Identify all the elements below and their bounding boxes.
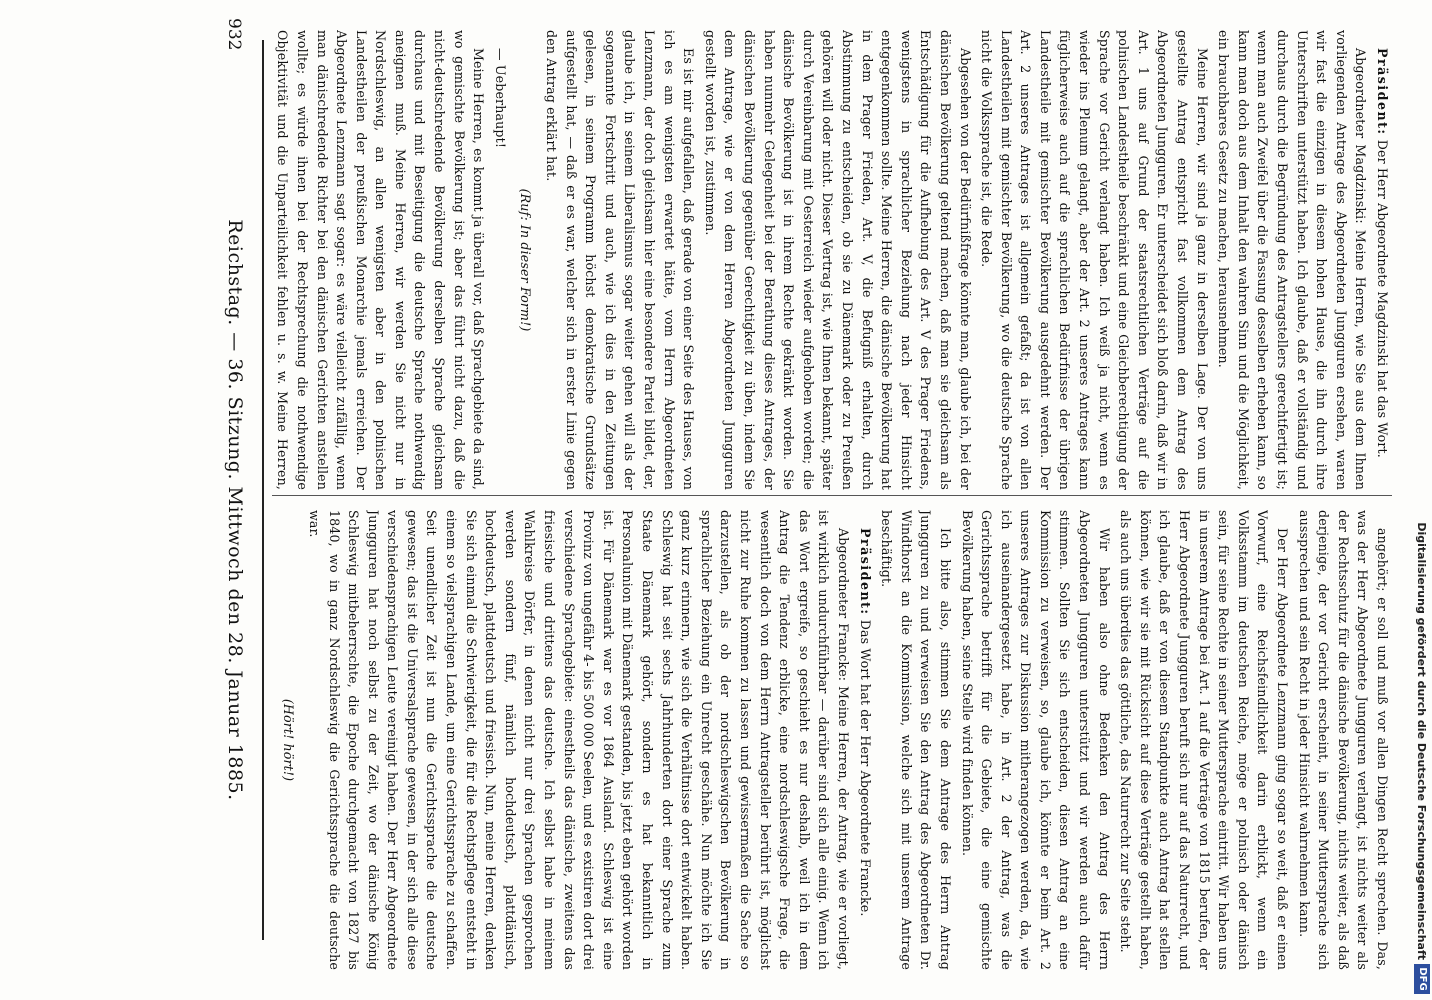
- paragraph: [977, 30, 1212, 490]
- paragraph: [272, 510, 273, 970]
- paragraph: [700, 30, 974, 490]
- paragraph: [877, 510, 955, 970]
- paragraph-text: Abgesehen von der Bedürfnißfrage könnte man, glaube ich, bei der dänischen Bevölkerung geltend machen, daß man sie gleichsam als Entschädigung für die Aufhebung des Art. V des Prager Friedens, wenigstens in sprachlicher Beziehung nach jeder Hinsicht entgegenkommen sollte. Meine Herren, die dänische Bevölkerung hat in dem Prager Frieden, Art. V, die Befugniß erhalten, durch Abstimmung zu entscheiden, ob sie zu Dänemark oder zu Preußen gehören will oder nicht. Dieser Vertrag ist, wie Ihnen bekannt, später durch Vereinbarung mit Oesterreich wieder aufgehoben worden; die dänische Bevölkerung ist in ihrem Rechte gekränkt worden. Sie haben nunmehr Gelegenheit bei der Berathung dieses Antrages, der dänischen Bevölkerung gegenüber Gerechtigkeit zu üben, indem Sie dem Antrage, wie er von dem Herren Abgeordneten Jungguren gestellt worden ist, zustimmen.: [702, 30, 973, 490]
- paragraph-text: (Ruf: In dieser Form!): [518, 188, 534, 332]
- paragraph: [957, 510, 1114, 970]
- paragraph-text: Das Wort hat der Herr Abgeordnete Francke.: [857, 619, 873, 917]
- paragraph-text: Der Herr Abgeordnete Lenzmann ging sogar so weit, daß er einen Vorwurf, eine Reichsfeindlichkeit darin erblickt, wenn ein Volksstamm im deutschen Reiche, möge er polnisch oder dänisch sein, für seine Rechte in seiner Muttersprache eintritt. Wir haben uns in unserem Antrage bei Art. 1 auf die Verträge von 1815 berufen, der Herr Abgeordnete Jungguren beruft sich nur auf das Naturrecht, und ich glaube, daß er von diesem Standpunkte auch Antrag hat stellen können, wie wir sie mit Rücksicht auf diese Verträge gestellt haben, als auch uns überdies das göttliche, das Naturrecht zur Seite steht.: [1118, 510, 1291, 970]
- paragraph: [1294, 510, 1392, 970]
- paragraph: [490, 30, 510, 490]
- paragraph-text: angehört; er soll und muß vor allen Dingen Recht sprechen. Das, was der Herr Abgeordnete Jungguren verlangt, ist nichts weiter als der Rechtsschutz für die dänische Bevölkerung, nichts weiter, als daß derjenige, der vor Gericht erscheint, in seiner Muttersprache sich aussprechen und sein Recht in jeder Hinsicht wahrnehmen kann.: [1296, 510, 1390, 970]
- paragraph-text: Abgeordneter Francke: Meine Herren, der Antrag, wie er vorliegt, ist wirklich undurchführbar — darüber sind sich alle einig. Wenn ich das Wort ergreife, so geschieht es nur deshalb, weil ich in dem Antrag die Tendenz erblicke, eine nordschleswigsche Frage, die wesentlich doch von dem Herrn Antragsteller berührt ist, möglichst nicht zur Ruhe kommen zu lassen und gewissermaßen die Sache so darzustellen, als ob der nordschleswigschen Bevölkerung in sprachlicher Beziehung ein Unrecht geschähe. Nun möchte ich Sie ganz kurz erinnern, wie sich die Verhältnisse dort entwickelt haben. Schleswig hat seit sechs Jahrhunderten dort einer Sprache zum Staate Dänemark gehört, sondern es hat bekanntlich in Personalunion mit Dänemark gestanden, bis jetzt eben gehört worden ist. Für Dänemark war es vor 1864 Ausland. Schleswig ist eine Provinz von ungefähr 4- bis 500 000 Seelen, und es existiren dort drei verschiedene Sprachgebiete: einestheils das dänische, zweitens das friesische und drittens das deutsche. Ich selbst habe in meinem Wahlkreise Dörfer, in denen nicht nur drei Sprachen gesprochen werden sondern fünf, nämlich hochdeutsch, plattdänisch, hochdeutsch, plattdeutsch und friesisch. Nun, meine Herren, denken Sie sich einmal die Schwierigkeit, die für die Rechtspflege entsteht in einem so vielsprachigen Lande, um eine Gerichtssprache zu schaffen. Seit unendlicher Zeit ist nun die Gerichtssprache die deutsche gewesen; das ist die Universalsprache gewesen, in der sich alle diese verschiedensprachigen Leute vereinigt haben. Der Herr Abgeordnete Jungguren hat noch selbst zu der Zeit, wo der dänische König Schleswig mitbeherrschte, die Epoche durchgemacht von 1827 bis 1840, wo in ganz Nordschleswig die Gerichtssprache die deutsche war.: [306, 510, 851, 970]
- header-rule: [262, 40, 264, 940]
- paragraph-text: Ich bitte also, stimmen Sie dem Antrage des Herrn Antrag Jungguren zu und verweisen Sie den Antrag des Abgeordneten Dr. Windthorst an die Kommission, welche sich mit unserem Antrage beschäftigt.: [879, 510, 953, 970]
- left-column: [272, 30, 1392, 490]
- dfg-logo-icon: DFG: [1414, 964, 1430, 994]
- paragraph: [272, 30, 488, 490]
- speaker-label: Präsident:: [857, 528, 873, 616]
- right-column: [272, 510, 1392, 970]
- paragraph-text: Abgeordneter Magdzinski: Meine Herren, wie Sie aus dem Ihnen vorliegenden Antrage des Abgeordneten Jungguren ersehen, waren wir fast die einzigen in diesem hohen Hause, die ihn durch ihre Unterschriften unterstützt haben. Ich glaube, daß er vollständig und durchaus durch die Begründung des Antragstellers gerechtfertigt ist; wenn man auch Zweifel über die Fassung desselben erheben kann, so kann man doch aus dem Inhalt den wahren Sinn und die Möglichkeit, ein brauchbares Gesetz zu machen, herausnehmen.: [1216, 30, 1369, 490]
- paragraph-text: Meine Herren, es kommt ja überall vor, daß Sprachgebiete da sind, wo gemischte Bevölkerung ist; aber das führt nicht dazu, daß die nicht-deutschredende Bevölkerung derselben Sprache gleichsam durchaus und mit Beseitigung die deutsche Sprache nothwendig aneignen muß. Meine Herren, wir werden Sie nicht nur in Nordschleswig, an allen wenigsten aber in den polnischen Landestheilen der preußischen Monarchie jemals erreichen. Der Abgeordnete Lenzmann sagt sogar: es wäre vielleicht zufällig, wenn man dänischredende Richter bei den dänischen Gerichten anstellen wollte; es würde ihnen bei der Rechtsprechung die nothwendige Objektivität und die Unparteilichkeit fehlen u. s. w. Meine Herren,: [275, 30, 487, 490]
- paragraph-text: Der Herr Abgeordnete Magdzinski hat das Wort.: [1375, 139, 1390, 458]
- paragraph-text: Meine Herren, wir sind ja ganz in derselben Lage. Der von uns gestellte Antrag entspricht fast vollkommen dem Antrag des Abgeordneten Jungguren. Er unterscheidet sich bloß darin, daß wir in Art. 1 uns auf Grund der staatsrechtlichen Verträge auf die polnischen Landestheile beschränkt und eine Gleichberechtigung der Sprache vor Gericht verlangt haben. Ich weiß ja nicht, wenn es wieder ins Plenum gelangt, aber der Art. 2 unseres Antrages kann füglicherweise auch auf die sprachlichen Bedürfnisse der übrigen Landestheile mit gemischter Bevölkerung ausgedehnt werden. Der Art. 2 unseres Antrages ist allgemein gefaßt; da ist von allen Landestheilen mit gemischter Bevölkerung, wo die deutsche Sprache nicht die Volkssprache ist, die Rede.: [979, 30, 1210, 490]
- credit-text: Digitalisierung gefördert durch die Deutsche Forschungsgemeinschaft: [1415, 522, 1428, 960]
- paragraph: [516, 30, 536, 490]
- speaker-label: Präsident:: [1375, 48, 1390, 136]
- paragraph-text: Wir haben also ohne Bedenken den Antrag des Herrn Abgeordneten Jungguren unterstützt und wir werden auch dafür stimmen. Sollten Sie sich entscheiden, diesen Antrag an eine Kommission zu verweisen, so, glaube ich, könnte er beim Art. 2 unseres Antrages zur Diskussion mitherangezogen werden, da, wie ich auseinandergesetzt habe, in Art. 2 der Antrag, was die Gerichtssprache betrifft für die Gebiete, die eine gemischte Bevölkerung haben, seine Stelle wird finden können.: [959, 510, 1112, 970]
- paragraph: [304, 510, 853, 970]
- digitization-credit: [1404, 0, 1432, 1000]
- paragraph: [1214, 30, 1371, 490]
- page-header: [212, 0, 252, 1000]
- running-title: Reichstag. — 36. Sitzung. Mittwoch den 28. Januar 1885.: [224, 219, 246, 801]
- paragraph: [1116, 510, 1292, 970]
- paragraph: [541, 30, 698, 490]
- paragraph: [855, 510, 875, 970]
- paragraph: [279, 510, 299, 970]
- paragraph-text: (Hört! hört!): [281, 698, 297, 782]
- paragraph: [1372, 30, 1392, 490]
- column-divider: [272, 495, 1392, 496]
- paragraph-text: Es ist mir aufgefallen, daß gerade von einer Seite des Hauses, von ich es am wenigsten erwartet hätte, vom Herrn Abgeordneten Lenzmann, der doch gleichsam hier eine besondere Partei bildet, der, glaube ich, in seinem Liberalismus sogar weiter gehen will als der sogenannte Fortschritt und auch, wie ich dies in den Zeitungen gelesen, in seinem Programm höchst demokratische Grundsätze aufgestellt hat, — daß er es war, welcher sich in erster Linie gegen den Antrag erklärt hat.: [544, 30, 697, 490]
- paragraph-text: — Ueberhaupt!: [492, 48, 508, 149]
- page-number: 932: [224, 18, 244, 51]
